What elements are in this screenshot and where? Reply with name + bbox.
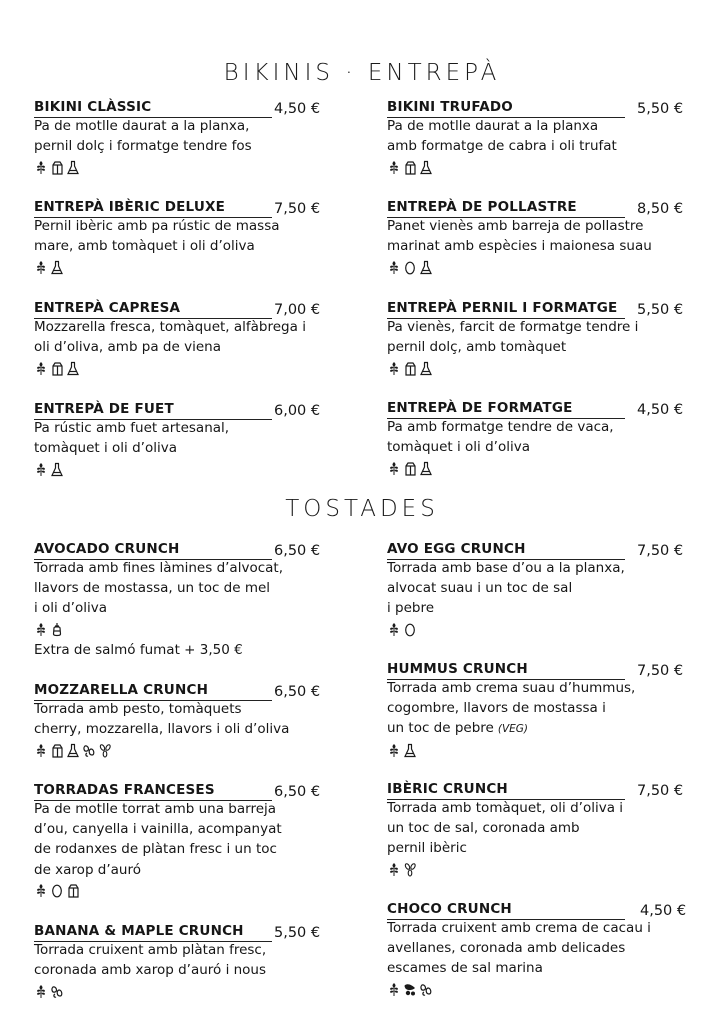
item-description: Torrada cruixent amb plàtan fresc, coronada amb xarop d’auró i nous (34, 942, 267, 979)
sesame-icon (403, 862, 417, 877)
egg-icon (403, 260, 417, 275)
allergen-icons (387, 157, 697, 177)
item-description: Pa rústic amb fuet artesanal, tomàquet i oli d’oliva (34, 420, 230, 457)
mustard-icon (66, 743, 80, 758)
item-price: 7,50 € (274, 201, 321, 217)
menu-item (387, 96, 697, 177)
item-description: Pa amb formatge tendre de vaca, tomàquet i oli d’oliva (387, 419, 614, 456)
item-name: BIKINI TRUFADO (387, 99, 625, 118)
milk-icon (403, 361, 417, 376)
nuts-icon (82, 743, 96, 758)
item-extra: Extra de salmó fumat + 3,50 € (34, 641, 243, 658)
item-name: ENTREPÀ IBÈRIC DELUXE (34, 199, 272, 218)
item-description: Pa de motlle daurat a la planxa amb formatge de cabra i oli trufat (387, 118, 617, 155)
item-description: Torrada amb crema suau d’hummus, cogombre, llavors de mostassa i un toc de pebre (387, 680, 636, 737)
menu-item (387, 898, 700, 1000)
egg-icon (403, 622, 417, 637)
gluten-icon (34, 743, 48, 758)
menu-item (387, 297, 697, 378)
mustard-icon (419, 361, 433, 376)
item-price: 5,50 € (637, 302, 684, 318)
gluten-icon (387, 361, 401, 376)
item-name: ENTREPÀ PERNIL I FORMATGE (387, 300, 625, 319)
allergen-icons (387, 257, 697, 277)
item-name: CHOCO CRUNCH (387, 901, 625, 920)
item-name: IBÈRIC CRUNCH (387, 781, 625, 800)
item-name: ENTREPÀ CAPRESA (34, 300, 272, 319)
item-description: Pa vienès, farcit de formatge tendre i pernil dolç, amb tomàquet (387, 319, 639, 356)
section-title-tostades: TOSTADES (285, 496, 439, 522)
gluten-icon (387, 862, 401, 877)
gluten-icon (387, 160, 401, 175)
item-description: Torrada amb tomàquet, oli d’oliva i un toc de sal, coronada amb pernil ibèric (387, 800, 624, 857)
milk-icon (403, 461, 417, 476)
menu-item (387, 778, 697, 880)
item-name: ENTREPÀ DE FORMATGE (387, 400, 625, 419)
item-description: Torrada amb pesto, tomàquets cherry, mozzarella, llavors i oli d’oliva (34, 701, 290, 738)
gluten-icon (387, 260, 401, 275)
nuts-icon (419, 982, 433, 997)
item-price: 4,50 € (274, 101, 321, 117)
gluten-icon (387, 461, 401, 476)
sesame-icon (98, 743, 112, 758)
soy-icon (403, 982, 417, 997)
item-name: TORRADAS FRANCESES (34, 782, 272, 801)
allergen-icons (387, 980, 700, 1000)
section-title-bikinis: BIKINIS · ENTREPÀ (223, 60, 501, 86)
mustard-icon (419, 461, 433, 476)
item-price: 6,50 € (274, 684, 321, 700)
mustard-icon (50, 462, 64, 477)
item-price: 6,50 € (274, 784, 321, 800)
egg-icon (50, 883, 64, 898)
item-price: 7,50 € (637, 663, 684, 679)
menu-item (34, 779, 334, 901)
milk-icon (50, 361, 64, 376)
menu-item (387, 196, 697, 277)
allergen-icons (387, 358, 697, 378)
milk-icon (403, 160, 417, 175)
item-description: Torrada cruixent amb crema de cacau i avellanes, coronada amb delicades escames de sal marina (387, 920, 651, 977)
menu-item (387, 538, 697, 640)
menu-item (387, 658, 697, 761)
allergen-icons (387, 458, 697, 478)
gluten-icon (34, 462, 48, 477)
item-price: 4,50 € (637, 402, 684, 418)
gluten-icon (34, 361, 48, 376)
item-name: BANANA & MAPLE CRUNCH (34, 923, 272, 942)
item-description: Mozzarella fresca, tomàquet, alfàbrega i oli d’oliva, amb pa de viena (34, 319, 306, 356)
item-description: Pernil ibèric amb pa rústic de massa mare, amb tomàquet i oli d’oliva (34, 218, 280, 255)
allergen-icons (387, 860, 697, 880)
vegan-badge: (VEG) (497, 723, 528, 736)
item-price: 8,50 € (637, 201, 684, 217)
item-price: 5,50 € (637, 101, 684, 117)
item-price: 6,00 € (274, 403, 321, 419)
item-description: Torrada amb base d’ou a la planxa, alvocat suau i un toc de sal i pebre (387, 560, 625, 617)
mustard-icon (50, 260, 64, 275)
gluten-icon (34, 883, 48, 898)
item-price: 5,50 € (274, 925, 321, 941)
item-price: 7,00 € (274, 302, 321, 318)
mustard-icon (403, 743, 417, 758)
nuts-icon (50, 984, 64, 999)
allergen-icons (34, 881, 334, 901)
gluten-icon (34, 160, 48, 175)
menu-item (34, 196, 334, 277)
allergen-icons (387, 620, 697, 640)
item-description: Torrada amb fines làmines d’alvocat, llavors de mostassa, un toc de mel i oli d’oliva (34, 560, 283, 617)
milk-icon (50, 160, 64, 175)
allergen-icons (34, 358, 334, 378)
allergen-icons (34, 740, 334, 760)
gluten-icon (34, 984, 48, 999)
item-price: 6,50 € (274, 543, 321, 559)
menu-item (34, 297, 334, 378)
item-name: AVOCADO CRUNCH (34, 541, 272, 560)
allergen-icons (34, 620, 334, 640)
item-name: ENTREPÀ DE FUET (34, 401, 272, 420)
mustard-icon (66, 361, 80, 376)
mustard-icon (66, 160, 80, 175)
item-price: 4,50 € (640, 903, 687, 919)
milk-icon (66, 883, 80, 898)
honey-icon (50, 622, 64, 637)
allergen-icons (34, 459, 334, 479)
item-price: 7,50 € (637, 543, 684, 559)
menu-item (34, 96, 334, 177)
item-name: AVO EGG CRUNCH (387, 541, 625, 560)
item-name: BIKINI CLÀSSIC (34, 99, 272, 118)
gluten-icon (387, 982, 401, 997)
milk-icon (50, 743, 64, 758)
allergen-icons (34, 157, 334, 177)
gluten-icon (387, 622, 401, 637)
menu-item (34, 398, 334, 479)
item-description: Pa de motlle daurat a la planxa, pernil dolç i formatge tendre fos (34, 118, 252, 155)
item-description: Pa de motlle torrat amb una barreja d’ou, canyella i vainilla, acompanyat de rodanxes de plàtan fresc i un toc de xarop d’auró (34, 801, 282, 878)
gluten-icon (34, 622, 48, 637)
item-name: HUMMUS CRUNCH (387, 661, 625, 680)
menu-item (34, 920, 334, 1001)
item-description: Panet vienès amb barreja de pollastre marinat amb espècies i maionesa suau (387, 218, 652, 255)
gluten-icon (387, 743, 401, 758)
gluten-icon (34, 260, 48, 275)
mustard-icon (419, 260, 433, 275)
mustard-icon (419, 160, 433, 175)
item-name: ENTREPÀ DE POLLASTRE (387, 199, 625, 218)
allergen-icons (34, 981, 334, 1001)
allergen-icons (387, 741, 697, 761)
menu-item (34, 538, 334, 660)
allergen-icons (34, 257, 334, 277)
menu-item (387, 397, 697, 478)
menu-item (34, 679, 334, 760)
item-price: 7,50 € (637, 783, 684, 799)
item-name: MOZZARELLA CRUNCH (34, 682, 272, 701)
